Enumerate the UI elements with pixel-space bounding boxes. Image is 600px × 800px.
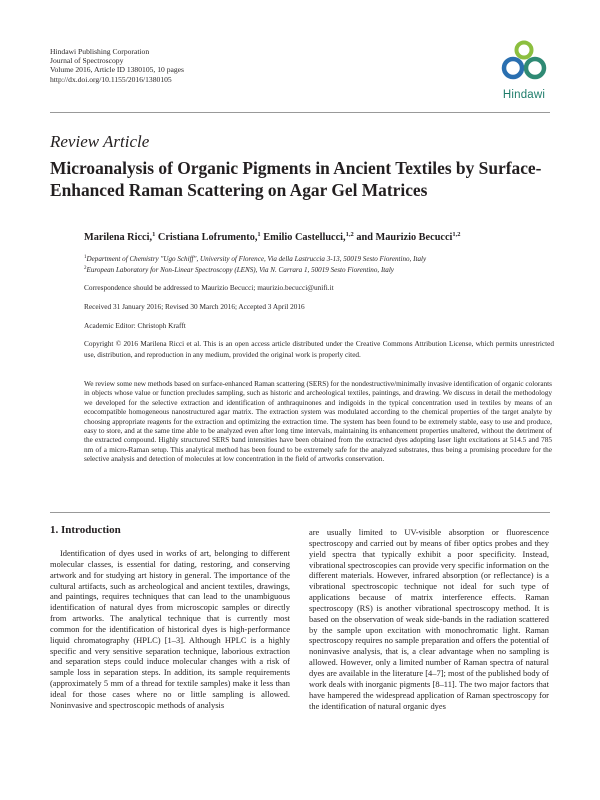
hindawi-logo (497, 40, 551, 104)
doi-link[interactable]: http://dx.doi.org/10.1155/2016/1380105 (50, 74, 172, 84)
affiliation-mark: 2 (84, 266, 87, 271)
author-affiliation-mark: 1 (257, 231, 261, 238)
affiliation-text: Department of Chemistry "Ugo Schiff", University of Florence, Via della Lastruccia 3-13, 50019 Sesto Fiorentino, Italy (86, 255, 427, 263)
affiliation (84, 266, 394, 274)
hindawi-logo-icon (497, 40, 551, 88)
academic-editor: Academic Editor: Christoph Krafft (84, 321, 186, 330)
author-name: Emilio Castellucci, (263, 232, 346, 243)
abstract: We review some new methods based on surface-enhanced Raman scattering (SERS) for the nondestructive/minimally invasive identification of organic colorants in objects whose value or function precludes sampling, such as historic and archeological textiles, paintings, and drawing. We discuss in detail the methodology we developed for the selective extraction and identification of anthraquinones and indigoids in the typical concentration used in textiles by means of an ecocompatible homogeneous nanostructured agar matrix. The extraction system was modulated according to the chemical properties of the target analyte by choosing appropriate reagents for the extraction and optimizing the extraction time. The system has been found to be extremely stable, easy to use and produce, easy to store, and at the same time able to be analyzed even after long time intervals, maintaining its enhancement properties unaltered, without the detriment of the extracted compound. Highly structured SERS band intensities have been obtained from the extracted dyes adopting laser light excitations at 514.5 and 785 nm of a micro-Raman setup. This analytical method has been found to be extremely safe for the analyzed substrates, thus being a promising procedure for the selective analysis and detection of molecules at low concentration in the field of artworks conservation. (84, 380, 552, 464)
body-column-right: are usually limited to UV-visible absorption or fluorescence spectroscopy and carried out by means of fiber optics probes and they yield spectra that typically exhibit a poor specificity. Instead, vibrational spectroscopies can provide very specific information on the different materials. However, infrared absorption (or reflectance) is a vibrational spectroscopic technique not ideal for such type of applications because of matrix interference effects. Raman spectroscopy (RS) is another vibrational spectroscopy method. It is based on the observation of weak side-bands in the radiation scattered by the sample upon excitation with monochromatic light. Raman spectroscopy requires no sample preparation and offers the potential of noninvasive analysis, that is, a clear advantage when no sampling is allowed. However, only a limited number of Raman spectra of natural dyes are available in the literature [4–7]; most of the published body of work deals with inorganic pigments [8–11]. The two major factors that have hampered the widespread application of Raman spectroscopy for the identification of natural organic dyes (309, 527, 549, 711)
author-affiliation-mark: 1,2 (452, 231, 461, 238)
author-name: and Maurizio Becucci (356, 232, 453, 243)
correspondence: Correspondence should be addressed to Maurizio Becucci; maurizio.becucci@unifi.it (84, 283, 334, 292)
author-affiliation-mark: 1 (152, 231, 156, 238)
copyright-notice: Copyright © 2016 Marilena Ricci et al. This is an open access article distributed under the Creative Commons Attribution License, which permits unrestricted use, distribution, and reproduction in any medium, provided the original work is properly cited. (84, 340, 554, 359)
body-column-left: Identification of dyes used in works of art, belonging to different molecular classes, is essential for dating, restoring, and conserving artwork and for studying art history in general. The importance of the cultural artifacts, such as archeological and ancient textiles, drawings, and paintings, requires techniques that can lead to the unambiguous identification of natural dyes from microscopic samples or directly from artworks. The analytical technique that is currently most common for the identification of historical dyes is high-performance liquid chromatography (HPLC) [1–3]. Although HPLC is a highly specific and very sensitive separation technique, laborious extraction and separation steps could induce molecular changes with a risk of sample loss in separation steps. In addition, its sample requirements (approximately 5 mm of a thread for textile samples) make it less than ideal for those cases where no or little sampling is allowed. Noninvasive and spectroscopic methods of analysis (50, 548, 290, 710)
section-heading: 1. Introduction (50, 524, 121, 536)
article-title: Microanalysis of Organic Pigments in Ancient Textiles by Surface-Enhanced Raman Scattering on Agar Gel Matrices (50, 158, 542, 200)
publisher-line: Journal of Spectroscopy (50, 56, 124, 66)
affiliation (84, 255, 426, 263)
header-divider (50, 112, 550, 113)
affiliation-text: European Laboratory for Non-Linear Spectroscopy (LENS), Via N. Carrara 1, 50019 Sesto Fiorentino, Italy (86, 266, 394, 274)
author-affiliation-mark: 1,2 (345, 231, 354, 238)
affiliation-mark: 1 (84, 255, 87, 260)
section-divider (50, 512, 550, 513)
author-name: Cristiana Lofrumento, (157, 232, 258, 243)
publisher-line: Volume 2016, Article ID 1380105, 10 pages (50, 65, 184, 75)
publisher-line: Hindawi Publishing Corporation (50, 47, 150, 56)
publisher-info (50, 47, 184, 84)
article-type: Review Article (50, 132, 150, 151)
history-dates: Received 31 January 2016; Revised 30 March 2016; Accepted 3 April 2016 (84, 302, 305, 311)
author-name: Marilena Ricci, (84, 232, 153, 243)
logo-text: Hindawi (502, 89, 546, 101)
author-list (84, 231, 461, 243)
